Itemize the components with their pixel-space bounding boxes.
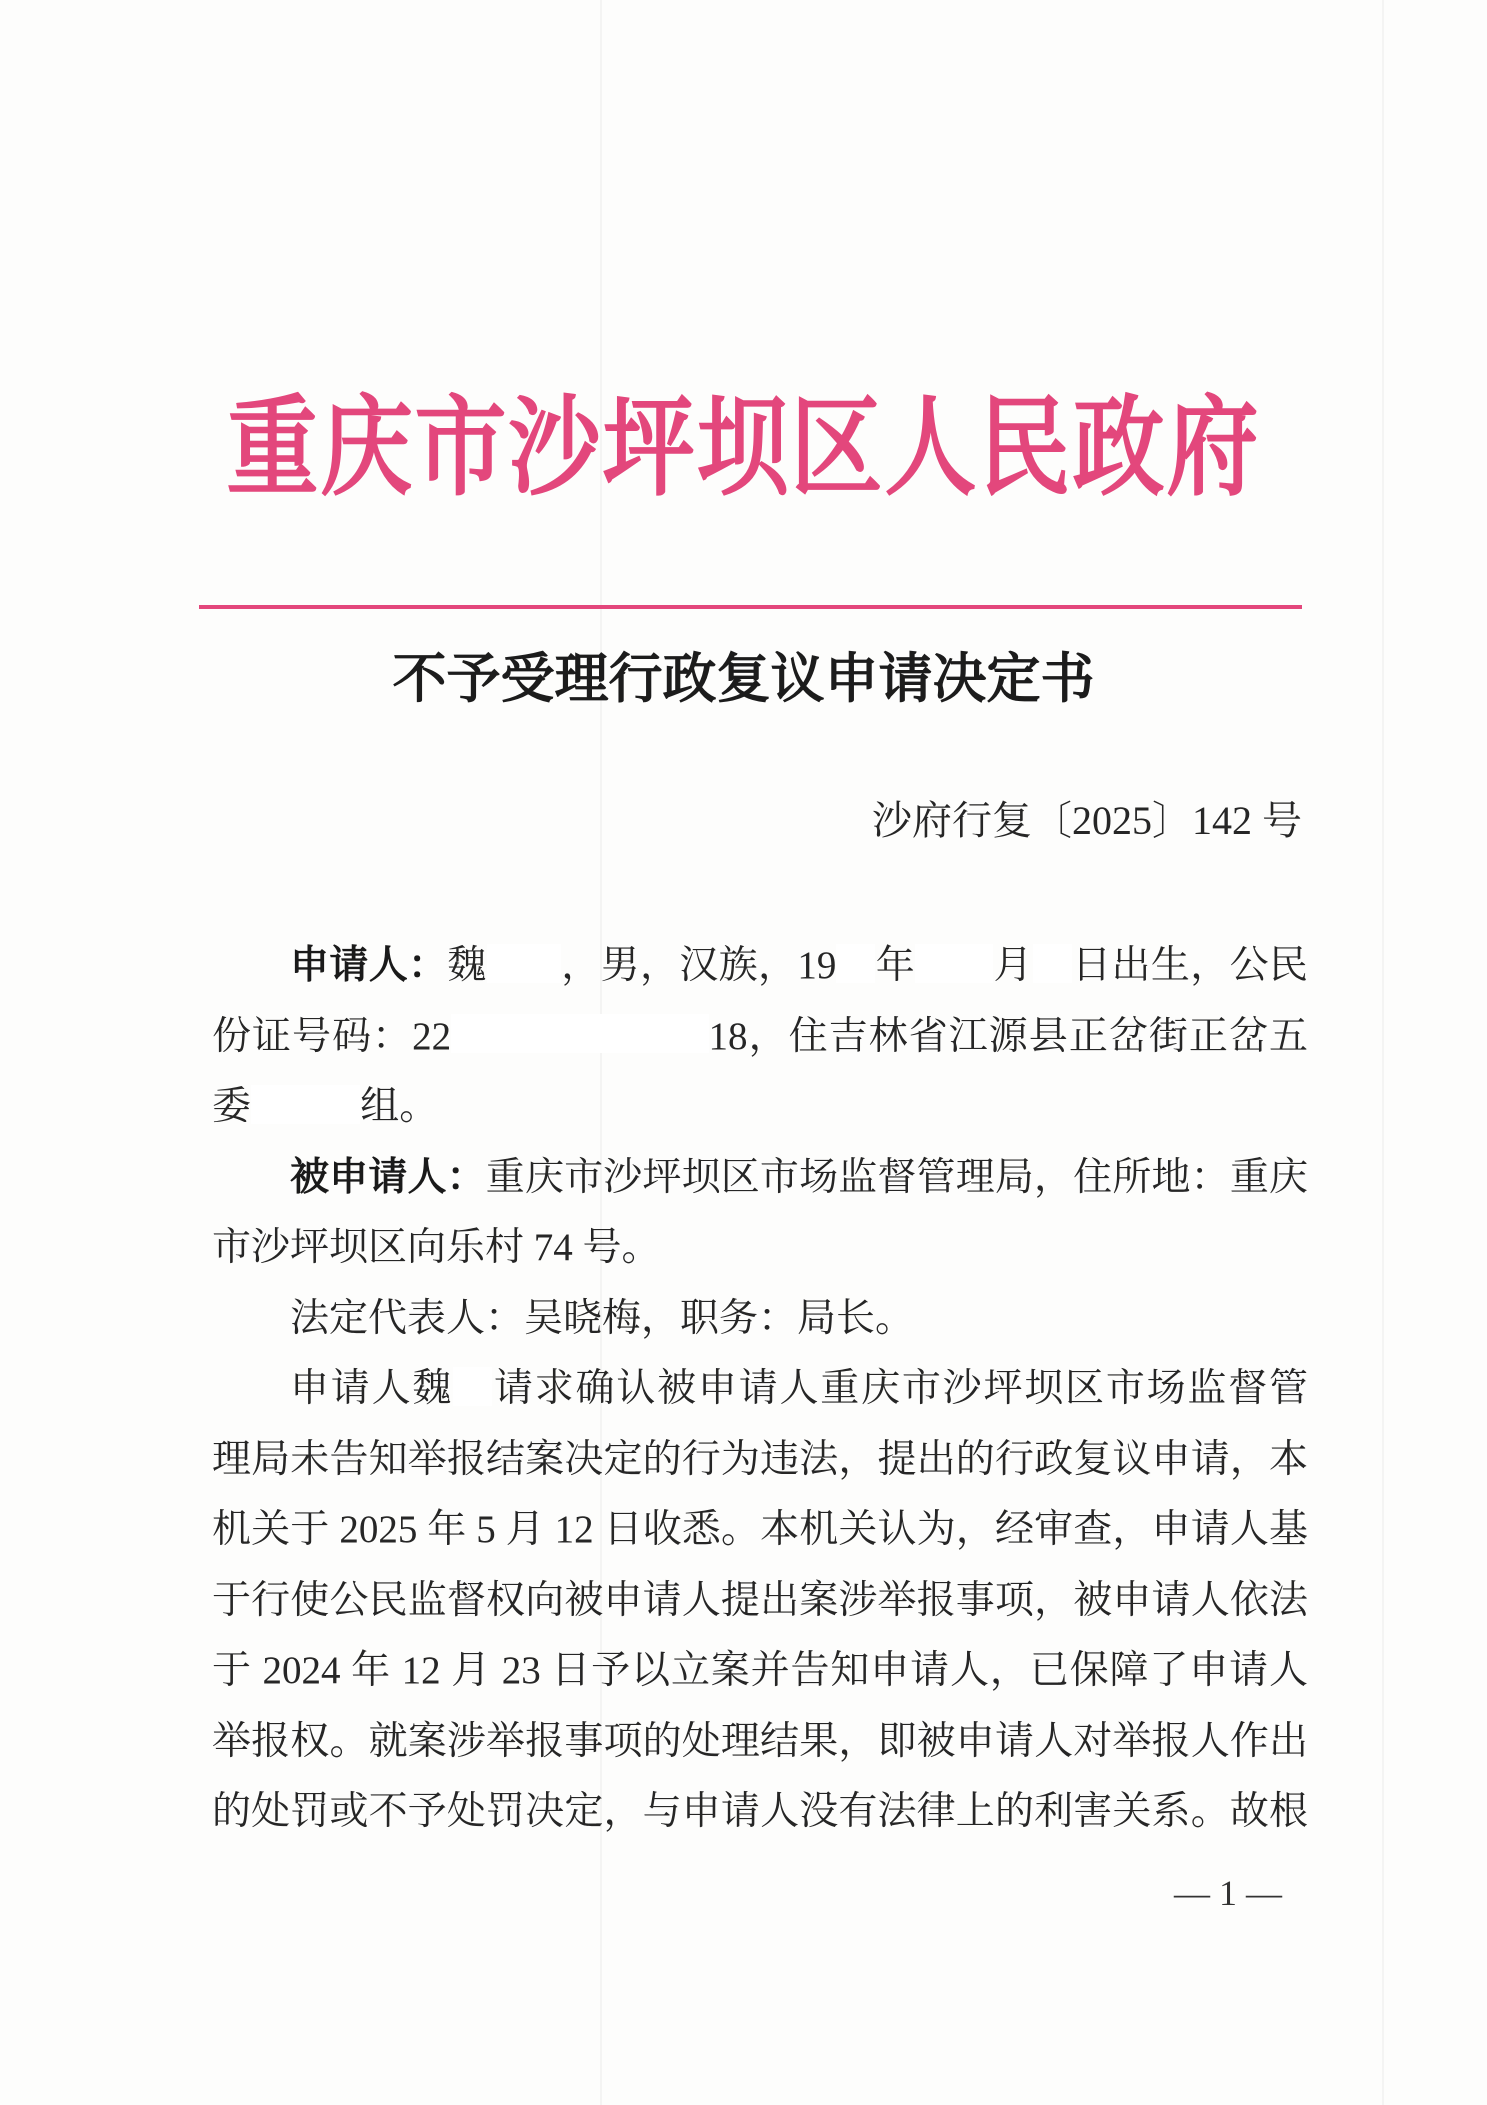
reasoning-text: 请求确认被申请人重庆市沙坪坝区市场监督管 (492, 1367, 1308, 1410)
applicant-text: 魏 (447, 944, 487, 987)
applicant-text: 组。 (360, 1085, 439, 1128)
reasoning-text: 机关于 2025 年 5 月 12 日收悉。本机关认为，经审查，申请人基 (212, 1508, 1308, 1551)
applicant-paragraph (212, 931, 1308, 1143)
reasoning-text: 举报权。就案涉举报事项的处理结果，即被申请人对举报人作出 (212, 1719, 1308, 1763)
redaction-block (453, 1367, 492, 1406)
applicant-line-1 (212, 931, 1308, 1002)
redaction-block (915, 944, 993, 983)
reasoning-line-7 (212, 1777, 1308, 1848)
respondent-text: 重庆市沙坪坝区市场监督管理局，住所地：重庆 (485, 1155, 1308, 1199)
reasoning-text: 的处罚或不予处罚决定，与申请人没有法律上的利害关系。故根 (212, 1790, 1308, 1833)
document-title: 不予受理行政复议申请决定书 (392, 646, 1095, 710)
reasoning-text: 理局未告知举报结案决定的行为违法，提出的行政复议申请，本 (212, 1437, 1308, 1481)
reasoning-line-2 (212, 1425, 1308, 1496)
applicant-text: 份证号码：22 (212, 1014, 452, 1058)
legal-representative-text: 法定代表人：吴晓梅，职务：局长。 (290, 1296, 915, 1340)
page-number: — 1 — (1174, 1873, 1282, 1913)
respondent-paragraph (212, 1143, 1308, 1284)
reasoning-text: 于 2024 年 12 月 23 日予以立案并告知申请人，已保障了申请人 (212, 1649, 1308, 1692)
applicant-line-2 (212, 1002, 1308, 1073)
applicant-text: ，男，汉族，19 (560, 944, 837, 987)
redaction-block (251, 1085, 360, 1124)
respondent-line-2 (212, 1213, 1308, 1284)
applicant-line-3 (212, 1072, 1308, 1143)
respondent-label: 被申请人： (290, 1154, 486, 1200)
applicant-text: 委 (212, 1085, 252, 1128)
reasoning-line-6 (212, 1707, 1308, 1778)
respondent-text: 市沙坪坝区向乐村 74 号。 (212, 1226, 661, 1269)
document-body (212, 931, 1308, 1848)
reasoning-line-3 (212, 1495, 1308, 1566)
redaction-block (1033, 944, 1072, 983)
applicant-label: 申请人： (290, 943, 448, 988)
redaction-block (451, 1014, 708, 1053)
applicant-text: 18，住吉林省江源县正岔街正岔五 (708, 1014, 1308, 1058)
reasoning-paragraph (212, 1354, 1308, 1848)
legal-representative-line (212, 1284, 1308, 1355)
document-number: 沙府行复〔2025〕142 号 (872, 798, 1302, 843)
redaction-block (836, 944, 875, 983)
respondent-line-1 (212, 1143, 1308, 1214)
reasoning-text: 申请人魏 (290, 1367, 454, 1410)
applicant-text: 日出生，公民 (1071, 944, 1308, 987)
reasoning-line-4 (212, 1566, 1308, 1637)
scan-fold-line (1382, 0, 1384, 2105)
applicant-text: 年 (875, 944, 916, 987)
red-divider-line (199, 605, 1302, 609)
redaction-block (487, 944, 561, 983)
applicant-text: 月 (993, 944, 1033, 987)
issuer-header: 重庆市沙坪坝区人民政府 (226, 383, 1261, 511)
reasoning-line-1 (212, 1354, 1308, 1425)
reasoning-line-5 (212, 1636, 1308, 1707)
reasoning-text: 于行使公民监督权向被申请人提出案涉举报事项，被申请人依法 (212, 1578, 1308, 1622)
